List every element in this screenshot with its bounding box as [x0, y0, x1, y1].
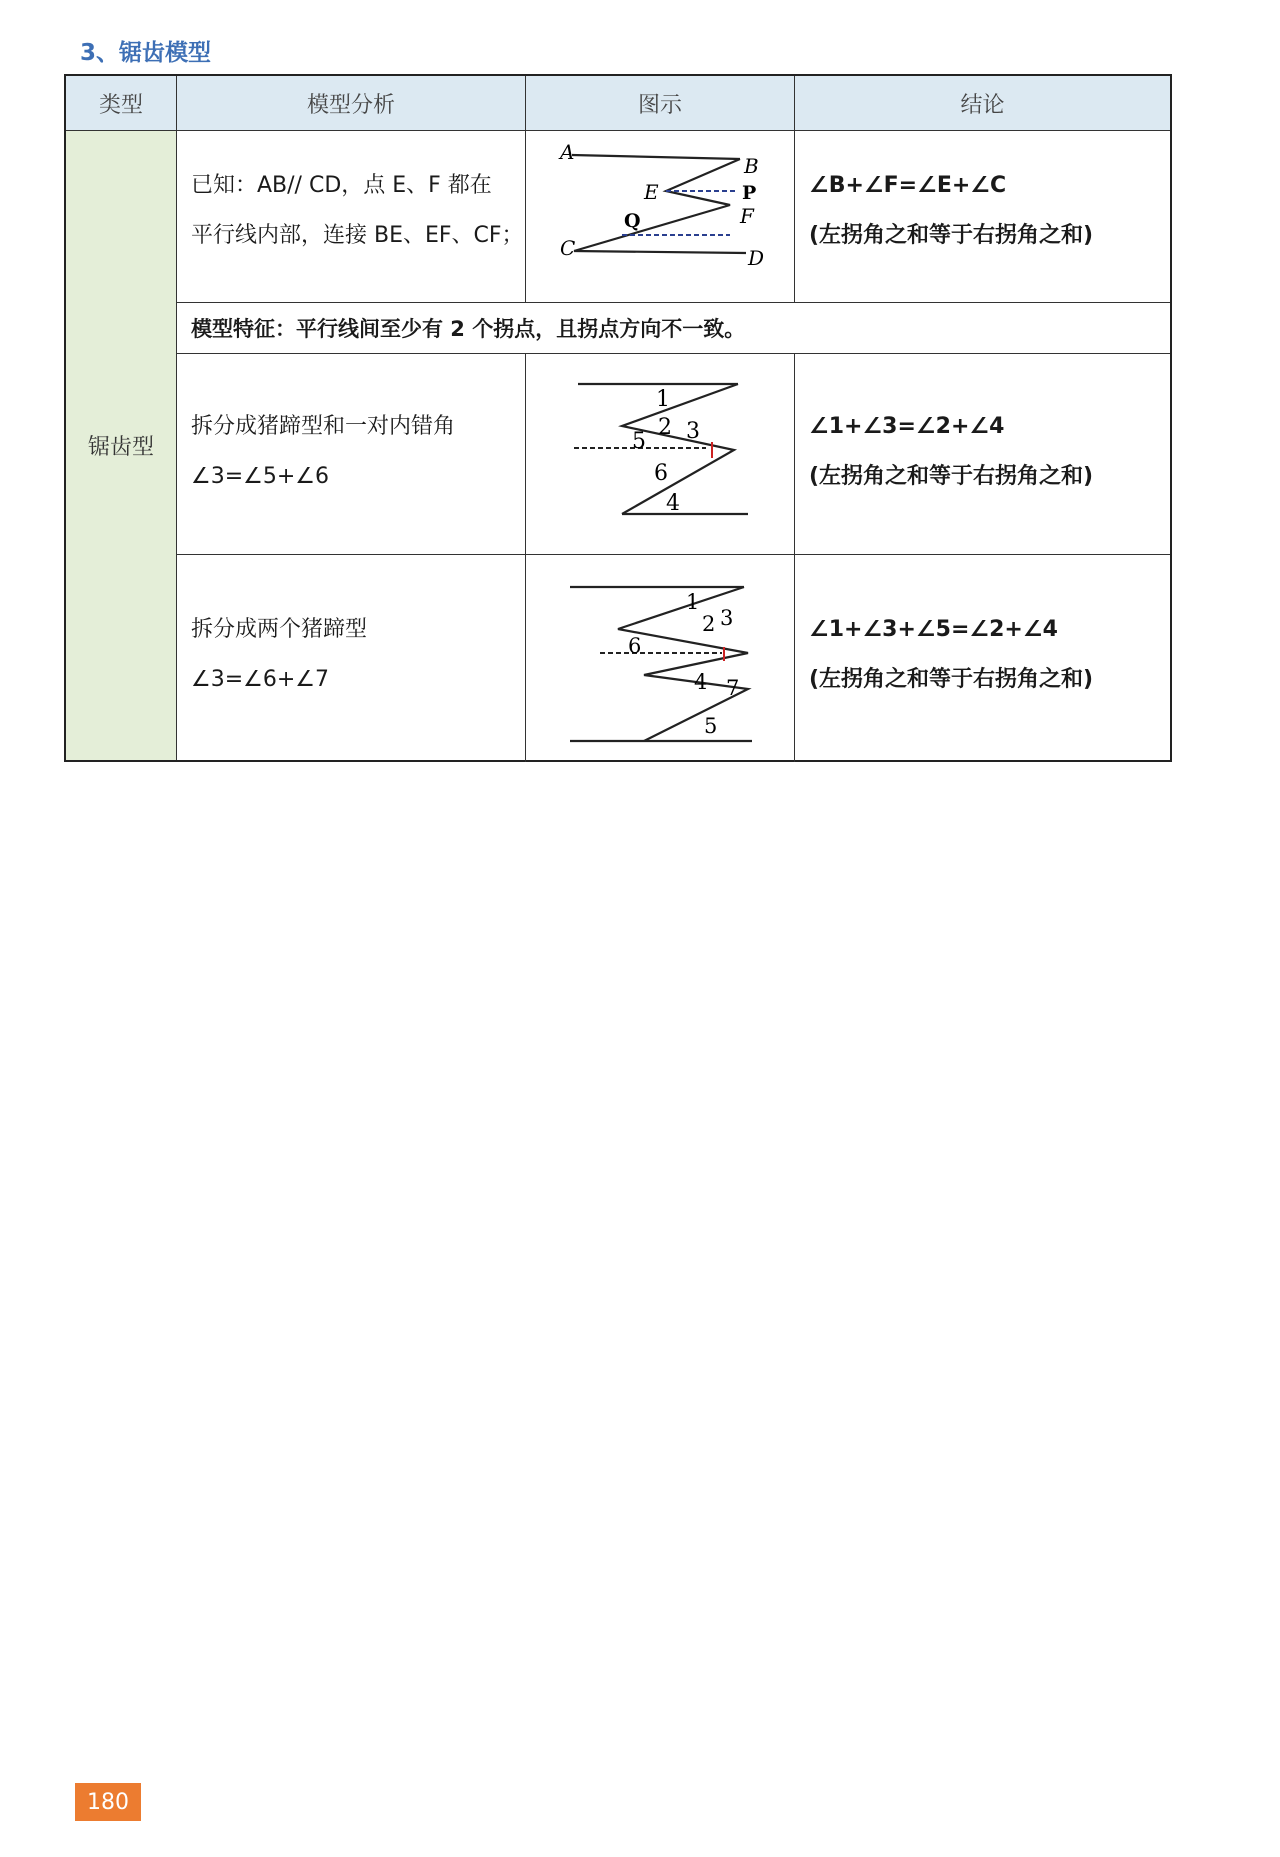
conclusion-cell-3 [795, 354, 1170, 554]
header-type: 类型 [66, 76, 176, 130]
conclusion-note: (左拐角之和等于右拐角之和) [809, 223, 1094, 248]
figure-cell-4 [526, 555, 794, 762]
analysis-line: ∠3=∠5+∠6 [191, 464, 330, 489]
section-heading: 3、锯齿模型 [80, 40, 212, 66]
conclusion-formula: ∠1+∠3=∠2+∠4 [809, 414, 1005, 439]
conclusion-formula: ∠1+∠3+∠5=∠2+∠4 [809, 617, 1058, 642]
header-figure: 图示 [526, 76, 794, 130]
label-F: F [740, 204, 754, 228]
label-D: D [748, 246, 765, 270]
angle-2: 2 [702, 612, 716, 636]
angle-5: 5 [632, 429, 646, 454]
header-analysis: 模型分析 [177, 76, 525, 130]
angle-2: 2 [658, 415, 672, 440]
analysis-cell-1 [177, 131, 525, 302]
analysis-line: ∠3=∠6+∠7 [191, 667, 330, 692]
analysis-cell-4 [177, 555, 525, 762]
angle-7: 7 [726, 676, 740, 700]
analysis-line: 平行线内部，连接 BE、EF、CF； [191, 223, 524, 248]
angle-6: 6 [654, 461, 668, 486]
model-feature: 模型特征：平行线间至少有 2 个拐点，且拐点方向不一致。 [191, 317, 746, 341]
angle-6: 6 [628, 634, 642, 658]
angle-4: 4 [694, 670, 708, 694]
angle-1: 1 [686, 590, 700, 614]
conclusion-cell-4 [795, 555, 1170, 762]
conclusion-formula: ∠B+∠F=∠E+∠C [809, 173, 1007, 198]
angle-4: 4 [666, 491, 680, 516]
sawtooth-figure-2 [526, 354, 794, 554]
analysis-cell-3 [177, 354, 525, 554]
angle-5: 5 [704, 714, 718, 738]
label-Q: Q [624, 210, 641, 232]
figure-cell-1 [526, 131, 794, 302]
angle-3: 3 [720, 606, 734, 630]
header-conclusion: 结论 [795, 76, 1170, 130]
model-table [64, 74, 1172, 762]
label-P: P [742, 182, 757, 204]
sawtooth-figure-1 [526, 131, 794, 302]
conclusion-note: (左拐角之和等于右拐角之和) [809, 667, 1094, 692]
analysis-line: 拆分成猪蹄型和一对内错角 [191, 414, 456, 439]
type-cell: 锯齿型 [66, 130, 176, 760]
label-B: B [744, 154, 759, 178]
sawtooth-figure-3 [526, 555, 794, 762]
conclusion-note: (左拐角之和等于右拐角之和) [809, 464, 1094, 489]
angle-3: 3 [686, 419, 700, 444]
analysis-line: 已知：AB// CD，点 E、F 都在 [191, 173, 492, 198]
conclusion-cell-1 [795, 131, 1170, 302]
label-C: C [560, 236, 576, 260]
analysis-line: 拆分成两个猪蹄型 [191, 617, 368, 642]
figure-cell-3 [526, 354, 794, 554]
label-E: E [644, 180, 659, 204]
label-A: A [560, 140, 575, 164]
page-number: 180 [75, 1783, 141, 1821]
angle-1: 1 [656, 387, 670, 412]
